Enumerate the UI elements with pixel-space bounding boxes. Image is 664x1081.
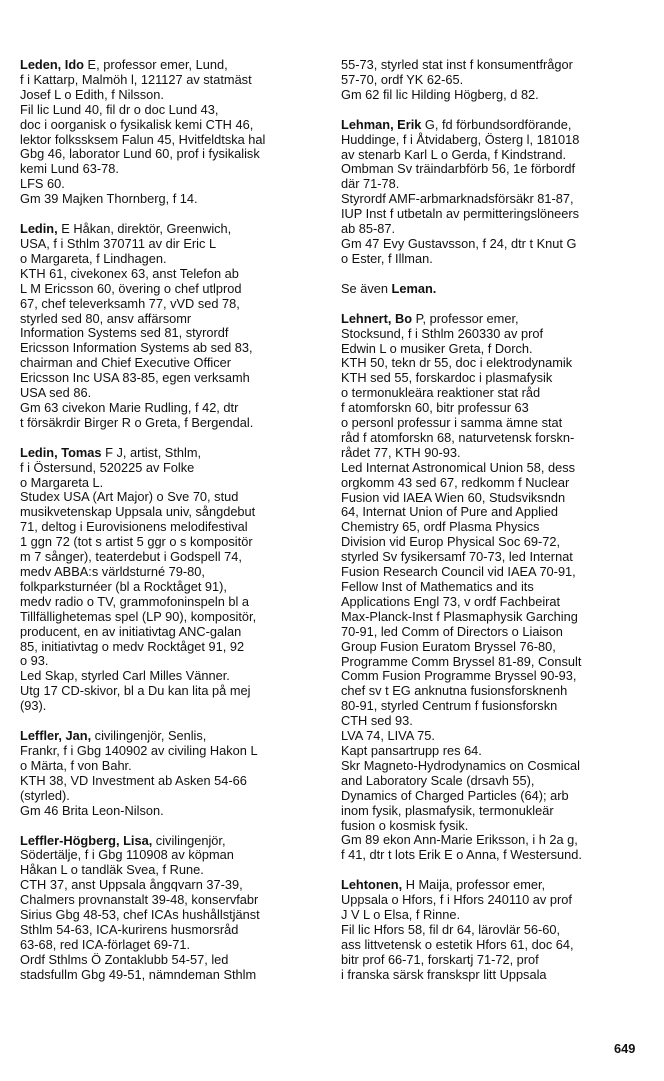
entry-leffler-jan <box>20 729 320 818</box>
page-number: 649 <box>614 1041 636 1056</box>
entry-first-line: E, professor emer, Lund, <box>84 57 228 72</box>
entry-text: Stocksund, f i Sthlm 260330 av prof Edwin L o musiker Greta, f Dorch. KTH 50, tekn dr 55, doc i elektrodynamik KTH sed 55, forskardoc i plasmafysik o termonukleära reaktioner stat råd f atomforskn 60, bitr professur 63 o personl professur i samma ämne stat råd f atomforskn 68, naturvetensk forskn- rådet 77, KTH 90-93. Led Internat Astronomical Union 58, dess orgkomm 43 sed 67, redkomm f Nuclear Fusion vid IAEA Wien 60, Studsviksndn 64, Internat Union of Pure and Applied Chemistry 65, ordf Plasma Physics Division vid Europ Physical Soc 69-72, styrled Sv fysikersamf 70-73, led Internat Fusion Research Council vid IAEA 70-91, Fellow Inst of Mathematics and its Applications Engl 73, v ordf Fachbeirat Max-Planck-Inst f Plasmaphysik Garching 70-91, led Comm of Directors o Liaison Group Fusion Euratom Bryssel 76-80, Programme Comm Bryssel 81-89, Consult Comm Fusion Programme Bryssel 90-93, chef sv t EG anknutna fusionsforsknenh 80-91, styrled Centrum f fusionsforskn CTH sed 93. LVA 74, LIVA 75. Kapt pansartrupp res 64. Skr Magneto-Hydrodynamics on Cosmical and Laboratory Scale (drsavh 55), Dynamics of Charged Particles (64); arb inom fysik, plasmafysik, termonukleär fusion o kosmisk fysik. Gm 89 ekon Ann-Marie Eriksson, i h 2a g, f 41, dtr t lots Erik E o Anna, f Westersund. <box>341 325 582 863</box>
entry-headword: Ledin, Tomas <box>20 444 102 460</box>
entry-headword: Ledin, <box>20 221 58 237</box>
entry-ledin-hakan <box>20 222 320 431</box>
entry-headword: Lehnert, Bo <box>341 310 413 326</box>
entry-headword: Leffler-Högberg, Lisa, <box>20 832 153 848</box>
entry-first-line: G, fd förbundsordförande, <box>421 116 572 132</box>
see-also-link: Leman. <box>391 280 437 296</box>
entry-ledin-tomas <box>20 446 320 714</box>
entry-text: Huddinge, f i Åtvidaberg, Österg l, 181018 av stenarb Karl L o Gerda, f Kindstrand. Ombman Sv träindarbförb 56, 1e förbordf där 71-78. Styrordf AMF-arbmarknadsförsäkr 81-87, IUP Inst f utbetaln av permitteringslöneers ab 85-87. Gm 47 Evy Gustavsson, f 24, dtr t Knut G o Ester, f Illman. <box>341 131 580 266</box>
entry-first-line: F J, artist, Sthlm, <box>101 444 202 460</box>
entry-lehnert-bo <box>341 312 641 864</box>
entry-first-line: E Håkan, direktör, Greenwich, <box>57 221 232 237</box>
entry-first-line: P, professor emer, <box>412 310 519 326</box>
entry-continuation <box>341 58 641 103</box>
entry-text: Södertälje, f i Gbg 110908 av köpman Håkan L o tandläk Svea, f Rune. CTH 37, anst Uppsala ångqvarn 37-39, Chalmers provnanstalt 39-48, konservfabr Sirius Gbg 48-53, chef ICAs hushållstjänst Sthlm 54-63, ICA-kurirens husmorsråd 63-68, red ICA-förlaget 69-71. Ordf Sthlms Ö Zontaklubb 54-57, led stadsfullm Gbg 49-51, nämndeman Sthlm <box>20 847 260 982</box>
entry-leffler-hogberg-lisa <box>20 834 320 983</box>
entry-headword: Lehtonen, <box>341 877 403 893</box>
entry-leden-ido <box>20 58 320 207</box>
entry-text: Uppsala o Hfors, f i Hfors 240110 av prof J V L o Elsa, f Rinne. Fil lic Hfors 58, fil dr 64, lärovlär 56-60, ass littvetensk o estetik Hfors 61, doc 64, bitr prof 66-71, forskartj 71-72, prof i franska särsk franskspr litt Uppsala <box>341 892 574 982</box>
entry-lehman-erik <box>341 118 641 267</box>
entry-first-line: civilingenjör, <box>152 832 226 848</box>
entry-first-line: civilingenjör, Senlis, <box>91 728 207 744</box>
entry-text: f i Östersund, 520225 av Folke o Margareta L. Studex USA (Art Major) o Sve 70, stud musikvetenskap Uppsala univ, sångdebut 71, deltog i Eurovisionens melodifestival 1 ggn 72 (tot s artist 5 ggr o s kompositör m 7 sånger), teaterdebut i Godspell 74, medv ABBA:s världsturné 79-80, folkparksturnéer (bl a Rocktåget 91), medv radio o TV, grammofoninspeln bl a Tillfällighetemas spel (LP 90), kompositör, producent, en av initiativtag ANC-galan 85, initiativtag o medv Rocktåget 91, 92 o 93. Led Skap, styrled Carl Milles Vänner. Utg 17 CD-skivor, bl a Du kan lita på mej (93). <box>20 459 257 714</box>
entry-headword: Lehman, Erik <box>341 116 422 132</box>
entry-headword: Leffler, Jan, <box>20 728 92 744</box>
entry-first-line: H Maija, professor emer, <box>402 877 546 893</box>
see-also-text: Se även <box>341 280 392 296</box>
entry-text: Frankr, f i Gbg 140902 av civiling Hakon L o Märta, f von Bahr. KTH 38, VD Investment ab Asken 54-66 (styrled). Gm 46 Brita Leon-Nilson. <box>20 742 258 818</box>
entry-headword: Leden, Ido <box>20 57 84 72</box>
entry-lehtonen-maija <box>341 878 641 982</box>
left-column <box>20 58 320 998</box>
entry-text: f i Kattarp, Malmöh l, 121127 av statmäst Josef L o Edith, f Nilsson. Fil lic Lund 40, fil dr o doc Lund 43, doc i oorganisk o fysikalisk kemi CTH 46, lektor folkssksem Falun 45, Hvitfeldtska hal Gbg 46, laborator Lund 60, prof i fysikalisk kemi Lund 63-78. LFS 60. Gm 39 Majken Thornberg, f 14. <box>20 71 266 207</box>
entry-see-also <box>341 282 641 297</box>
entry-text: 55-73, styrled stat inst f konsumentfrågor 57-70, ordf YK 62-65. Gm 62 fil lic Hilding Högberg, d 82. <box>341 57 573 102</box>
right-column <box>341 58 641 998</box>
entry-text: USA, f i Sthlm 370711 av dir Eric L o Margareta, f Lindhagen. KTH 61, civekonex 63, anst Telefon ab L M Ericsson 60, övering o chef utlprod 67, chef televerksamh 77, vVD sed 78, styrled sed 80, ansv affärsomr Information Systems sed 81, styrordf Ericsson Information Systems ab sed 83, chairman and Chief Executive Officer Ericsson Inc USA 83-85, egen verksamh USA sed 86. Gm 63 civekon Marie Rudling, f 42, dtr t försäkrdir Birger R o Greta, f Bergendal. <box>20 235 254 430</box>
